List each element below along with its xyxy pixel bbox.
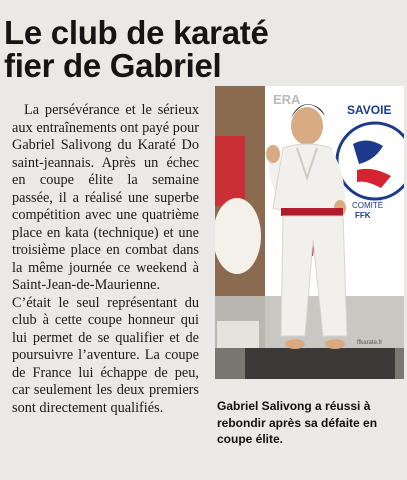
headline-line-2: fier de Gabriel <box>4 47 222 85</box>
banner-comite-text: COMITÉ <box>352 201 384 210</box>
banner-savoie-text: SAVOIE <box>347 103 392 117</box>
photo-caption: Gabriel Salivong a réussi à rebondir après sa défaite en coupe élite. <box>217 399 378 446</box>
banner-url-text: ffkarate.fr <box>357 340 383 346</box>
article-body: La persévérance et le sérieux aux entraînements ont payé pour Gabriel Salivong du Karaté Do saint-jeannais. Après un échec en coupe élite la semaine passée, il a réalisé une superbe compétition avec une quatrième place en kata (technique) et une troisième place en combat dans la même journée ce weekend à Saint-Jean-de-Maurienne. C’était le seul représentant du club à cette coupe honneur qui lui permet de se qualifier et de poursuivre l’aventure. La coupe de France lui échappe de peu, car seulement les deux premiers sont directement qualifiés. <box>12 102 199 416</box>
headline-line-1: Le club de karaté <box>4 14 269 52</box>
headline <box>4 14 404 85</box>
banner-ffk-text: FFK <box>355 211 371 220</box>
backdrop-fragment-text: ERA <box>273 92 301 107</box>
karate-athlete-photo <box>215 86 404 379</box>
